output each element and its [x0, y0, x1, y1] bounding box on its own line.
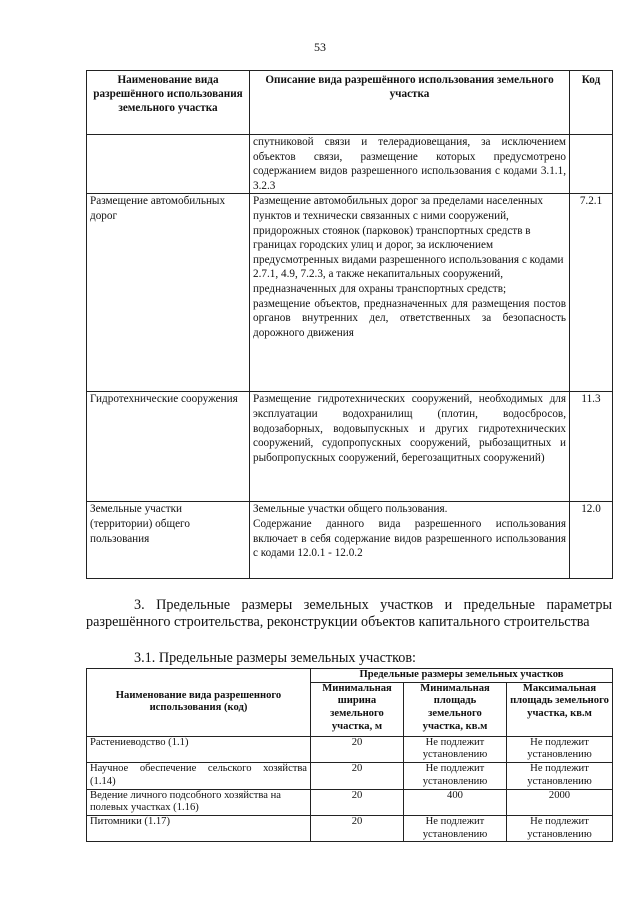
min-width: 20 — [311, 736, 404, 762]
max-area: Не подлежит установлению — [507, 736, 613, 762]
land-use-name: Земельные участки (территории) общего пользования — [87, 502, 250, 579]
description-paragraph: Земельные участки общего пользования. — [253, 503, 448, 516]
max-area: 2000 — [507, 789, 613, 815]
description-paragraph: спутниковой связи и телерадиовещания, за исключением объектов связи, размещение которых предусмотрено содержанием видов разрешенного использования с кодами 3.1.1, 3.2.3 — [253, 136, 566, 192]
use-type: Научное обеспечение сельского хозяйства (1.14) — [87, 763, 311, 789]
min-area: Не подлежит установлению — [404, 815, 507, 841]
table-row — [87, 736, 613, 762]
use-type: Растениеводство (1.1) — [87, 736, 311, 762]
use-type: Питомники (1.17) — [87, 815, 311, 841]
header-max-area: Максимальная площадь земельного участка, кв.м — [507, 682, 613, 736]
table-row — [87, 392, 613, 502]
max-area: Не подлежит установлению — [507, 763, 613, 789]
land-use-code: 7.2.1 — [570, 194, 613, 392]
page-number: 53 — [314, 40, 326, 54]
header-min-area: Минимальная площадь земельного участка, кв.м — [404, 682, 507, 736]
header-size-limits: Предельные размеры земельных участков — [311, 669, 613, 683]
description-paragraph: Содержание данного вида разрешенного использования включает в себя содержание видов разрешенного использования с кодами 12.0.1 - 12.0.2 — [253, 517, 566, 560]
description-paragraph: Размещение гидротехнических сооружений, необходимых для эксплуатации водохранилищ (плотин, водосбросов, водозаборных, водовыпускных и других гидротехнических сооружений, судопропускных сооружений, рыбозащитных и рыбопропускных сооружений, берегозащитных сооружений) — [253, 393, 566, 464]
table-row — [87, 763, 613, 789]
header-code: Код — [570, 71, 613, 135]
land-use-name: Размещение автомобильных дорог — [87, 194, 250, 392]
max-area: Не подлежит установлению — [507, 815, 613, 841]
min-width: 20 — [311, 815, 404, 841]
description-paragraph: размещение объектов, предназначенных для размещения постов органов внутренних дел, ответственных за безопасность дорожного движения — [253, 297, 566, 339]
land-use-name: Гидротехнические сооружения — [87, 392, 250, 502]
subsection-3-1-heading: 3.1. Предельные размеры земельных участков: — [134, 650, 416, 666]
land-use-name — [87, 135, 250, 194]
min-width: 20 — [311, 763, 404, 789]
plot-size-limits-table — [86, 668, 613, 842]
min-area: Не подлежит установлению — [404, 763, 507, 789]
table-row — [87, 194, 613, 392]
land-use-description — [250, 502, 570, 579]
land-use-code: 11.3 — [570, 392, 613, 502]
land-use-description — [250, 135, 570, 194]
table-row — [87, 135, 613, 194]
land-use-code — [570, 135, 613, 194]
min-area: 400 — [404, 789, 507, 815]
min-area: Не подлежит установлению — [404, 736, 507, 762]
header-min-width: Минимальная ширина земельного участка, м — [311, 682, 404, 736]
header-land-use-description: Описание вида разрешённого использования земельного участка — [250, 71, 570, 135]
table-row — [87, 502, 613, 579]
land-use-description — [250, 194, 570, 392]
min-width: 20 — [311, 789, 404, 815]
land-use-description — [250, 392, 570, 502]
section-3-heading: 3. Предельные размеры земельных участков и предельные параметры разрешённого строительства, реконструкции объектов капитального строительства — [86, 597, 612, 631]
land-use-code: 12.0 — [570, 502, 613, 579]
header-land-use-name: Наименование вида разрешённого использования земельного участка — [87, 71, 250, 135]
table-row — [87, 789, 613, 815]
land-use-types-table — [86, 70, 613, 579]
description-paragraph: Размещение автомобильных дорог за пределами населенных пунктов и технически связанных с ними сооружений, придорожных стоянок (парковок) транспортных средств в границах городских улиц и дорог, за исключением предусмотренных видами разрешенного использования с кодами 2.7.1, 4.9, 7.2.3, а также некапитальных сооружений, предназначенных для охраны транспортных средств; — [253, 195, 564, 295]
use-type: Ведение личного подсобного хозяйства на полевых участках (1.16) — [87, 789, 311, 815]
table-row — [87, 815, 613, 841]
header-use-type: Наименование вида разрешенного использования (код) — [87, 669, 311, 737]
